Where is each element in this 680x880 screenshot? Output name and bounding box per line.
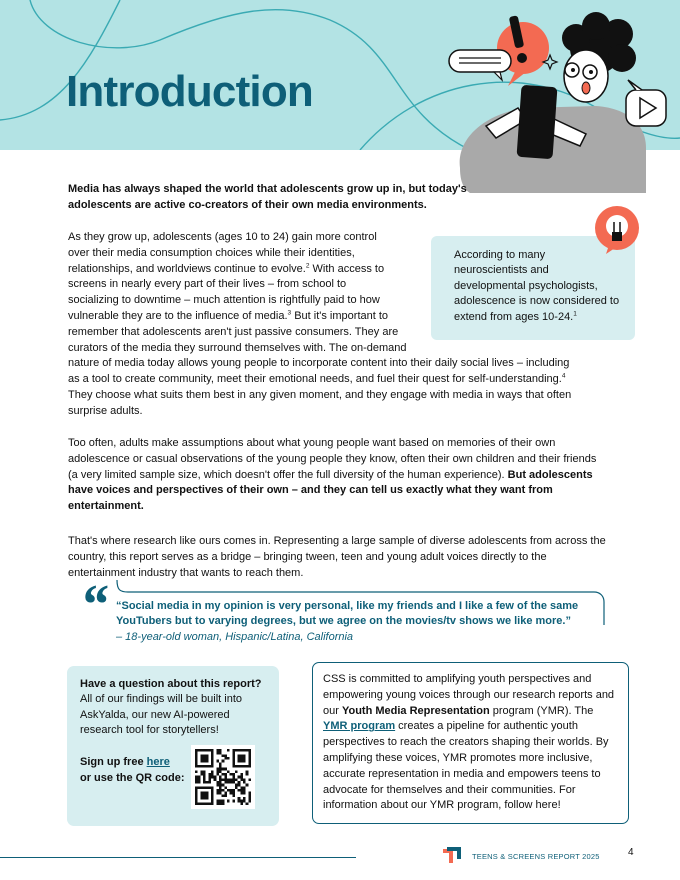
- line-text: nature of media today allows young people to incorporate content into their daily social lives – including: [68, 357, 570, 370]
- ymr-text-1: CSS is committed to amplifying youth perspectives and empowering young voices through our research reports and our: [323, 673, 615, 717]
- teen-with-phone-illustration: [446, 8, 680, 200]
- line-text: remember that adolescents aren't just passive consumers. They are: [68, 325, 399, 338]
- question-heading: Have a question about this report?: [80, 678, 262, 690]
- report-logo-icon: [443, 847, 461, 863]
- line-text: vulnerable they are to the influence of media.: [68, 309, 288, 322]
- footnote-marker: 4: [561, 372, 566, 380]
- lightbulb-icon: [590, 204, 644, 258]
- footnote-marker: 3: [287, 309, 292, 317]
- paragraph-1-line: [68, 404, 608, 420]
- ymr-program-box: [312, 662, 629, 824]
- quote-attribution: – 18-year-old woman, Hispanic/Latina, California: [116, 631, 354, 643]
- paragraph-1-line: [68, 341, 608, 357]
- footer-rule: [0, 857, 356, 858]
- qr-code[interactable]: [191, 745, 255, 809]
- paragraph-2-text: Too often, adults make assumptions about what young people want based on memories of their own adolescence or casual observations of the young people they know, often their own children and their friends (a very limited sample size, which doesn't offer the full diversity of the human experience).: [68, 437, 597, 481]
- qr-label: or use the QR code:: [80, 771, 185, 784]
- signup-link[interactable]: here: [146, 756, 170, 768]
- footnote-marker: 2: [305, 261, 310, 269]
- callout-text: According to many neuroscientists and developmental psychologists, adolescence is now considered to extend from ages 10-24.: [454, 249, 620, 323]
- ymr-program-name: Youth Media Representation: [341, 704, 490, 717]
- phone-icon: [517, 85, 558, 159]
- signup-prefix: Sign up free: [80, 756, 147, 768]
- callout-footnote: 1: [573, 309, 577, 317]
- page-title: Introduction: [66, 67, 314, 116]
- play-bubble-icon: [626, 80, 666, 126]
- line-text: relationships, and worldviews continue to evolve.: [68, 262, 306, 275]
- paragraph-1-line: [68, 388, 608, 404]
- line-text: As they grow up, adolescents (ages 10 to 24) gain more control: [68, 231, 377, 243]
- question-box: [67, 666, 279, 826]
- ymr-text-2: program (YMR). The: [489, 704, 594, 717]
- line-text: curators of the media they surround themselves with. The on-demand: [68, 341, 407, 354]
- question-body: All of our findings will be built into AskYalda, our new AI-powered research tool for storytellers!: [80, 693, 243, 737]
- footer-report-name: TEENS & SCREENS REPORT 2025: [472, 852, 600, 861]
- line-text: over their media consumption choices while their identities,: [68, 246, 355, 259]
- paragraph-1-line: [68, 356, 608, 372]
- pull-quote: “Social media in my opinion is very personal, like my friends and I like a few of the same YouTubers but to varying degrees, but we agree on the movies/tv shows we like more.”: [116, 600, 579, 628]
- page-number: 4: [628, 847, 634, 858]
- body-paragraph-2: [68, 436, 608, 515]
- line-text: With access to: [309, 262, 385, 275]
- line-text: as a tool to create community, meet their emotional needs, and fuel their quest for self-understanding.: [68, 373, 562, 386]
- chat-bubble-icon: [449, 50, 511, 80]
- line-text: screens in nearly every part of their lives – from school to: [68, 278, 347, 291]
- line-text: But it's important to: [291, 309, 389, 322]
- line-text: They choose what suits them best in any given moment, and they engage with media in ways that often: [68, 388, 572, 401]
- line-text: socializing to downtime – much attention is rightfully paid to how: [68, 294, 380, 307]
- line-text: surprise adults.: [68, 404, 143, 417]
- body-paragraph-3: That's where research like ours comes in. Representing a large sample of diverse adolescents from across the country, this report serves as a bridge – bringing tween, teen and young adult voices directly to the entertainment industry that wants to reach them.: [68, 535, 606, 579]
- signup-text: [80, 755, 185, 787]
- ymr-program-link[interactable]: YMR program: [323, 720, 396, 733]
- lead-paragraph: Media has always shaped the world that adolescents grow up in, but today's adolescents are active co-creators of their own media environments.: [68, 183, 467, 211]
- paragraph-1-line: [68, 372, 608, 388]
- quote-mark-icon: “: [80, 574, 108, 636]
- paragraph-2-emphasis: But adolescents have voices and perspectives of their own – and they can tell us exactly what they want from entertainment.: [68, 468, 593, 513]
- ymr-text-3: creates a pipeline for authentic youth perspectives to reach the creators shaping their worlds. By amplifying these voices, YMR promotes more inclusive, accurate representation in media and empowers teens to advocate for themselves and their communities. For information about our YMR program, follow here!: [323, 720, 609, 812]
